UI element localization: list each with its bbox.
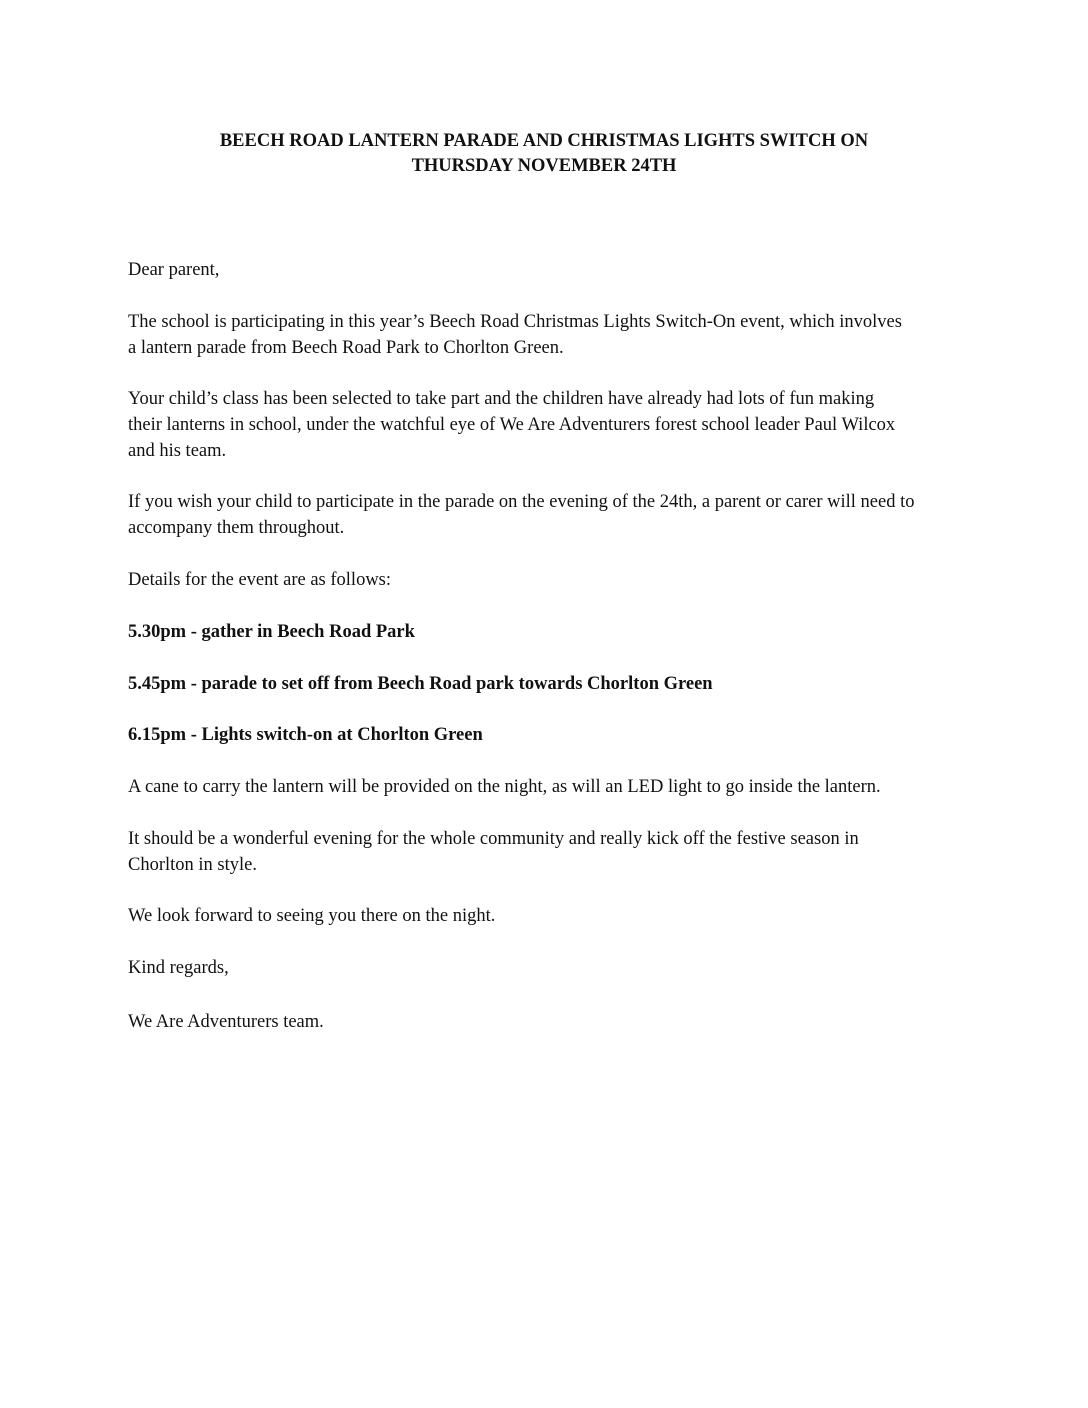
signature: We Are Adventurers team. <box>128 1012 324 1032</box>
schedule-item-gather: 5.30pm - gather in Beech Road Park <box>128 622 415 642</box>
paragraph-class-selected: Your child’s class has been selected to take part and the children have already had lots of fun making their lanterns in school, under the watchful eye of We Are Adventurers forest school leader Paul Wilcox and his team. <box>128 389 896 461</box>
title-line-1: BEECH ROAD LANTERN PARADE AND CHRISTMAS LIGHTS SWITCH ON <box>219 131 869 151</box>
schedule-item-parade: 5.45pm - parade to set off from Beech Road park towards Chorlton Green <box>128 674 713 694</box>
paragraph-cane: A cane to carry the lantern will be provided on the night, as will an LED light to go inside the lantern. <box>128 777 881 797</box>
paragraph-evening: It should be a wonderful evening for the whole community and really kick off the festive season in Chorlton in style. <box>128 829 859 875</box>
schedule-item-switch-on: 6.15pm - Lights switch-on at Chorlton Green <box>128 725 483 745</box>
document-title <box>0 129 1088 179</box>
details-intro: Details for the event are as follows: <box>128 570 392 590</box>
closing: Kind regards, <box>128 958 229 978</box>
title-line-2: THURSDAY NOVEMBER 24TH <box>411 156 677 176</box>
salutation: Dear parent, <box>128 260 220 280</box>
paragraph-participation: The school is participating in this year’s Beech Road Christmas Lights Switch-On event, which involves a lantern parade from Beech Road Park to Chorlton Green. <box>128 312 902 358</box>
paragraph-look-forward: We look forward to seeing you there on the night. <box>128 906 496 926</box>
paragraph-accompany: If you wish your child to participate in the parade on the evening of the 24th, a parent or carer will need to accompany them throughout. <box>128 492 915 538</box>
